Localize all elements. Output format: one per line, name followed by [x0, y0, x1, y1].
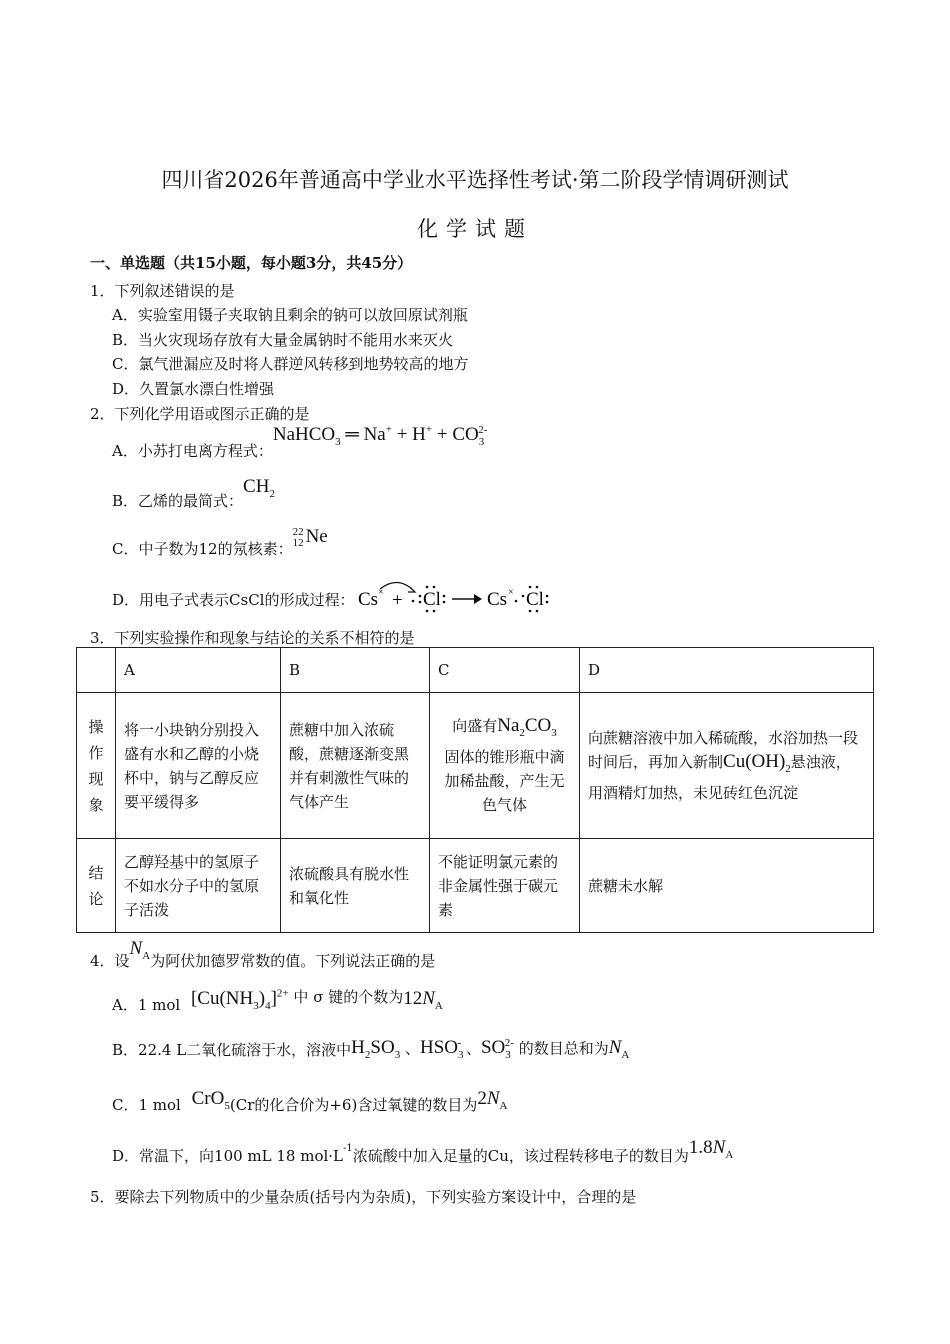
svg-text:+: +	[392, 590, 404, 611]
question-5-stem: 5．要除去下列物质中的少量杂质(括号内为杂质)，下列实验方案设计中，合理的是	[90, 1188, 637, 1206]
hso3-ion: $HSO_3^-$	[419, 1037, 464, 1062]
h2so3-formula: $H_2SO_3$	[351, 1037, 401, 1062]
q4-b-sep: 、	[404, 1039, 420, 1058]
cell-c-pre: 向盛有	[452, 717, 498, 736]
table-cell	[580, 693, 874, 839]
question-4-option-b	[112, 1037, 629, 1061]
cell-d-post: 悬浊液，用酒精灯加热，未见砖红色沉淀	[588, 753, 851, 802]
na-value: $N_A$	[608, 1037, 630, 1062]
svg-text:Cl: Cl	[423, 589, 442, 610]
question-2-option-b	[112, 476, 275, 510]
question-1-option-c: C．氯气泄漏应及时将人群逆风转移到地势较高的地方	[112, 355, 469, 373]
table-header-cell: B	[281, 648, 430, 693]
svg-text:×: ×	[378, 587, 385, 598]
question-3-stem: 3．下列实验操作和现象与结论的关系不相符的是	[90, 629, 415, 647]
neon-symbol: Ne	[305, 526, 328, 547]
row-label-operation: 操作现象	[77, 693, 116, 839]
table-cell: 将一小块钠分别投入盛有水和乙醇的小烧杯中，钠与乙醇反应要平缓得多	[116, 693, 281, 839]
q4-stem-pre: 4．设	[90, 952, 130, 970]
question-1-stem: 1．下列叙述错误的是	[90, 282, 235, 300]
table-header-cell	[77, 648, 116, 693]
table-cell: 乙醇羟基中的氢原子不如水分子中的氢原子活泼	[116, 839, 281, 933]
question-2-option-d	[112, 577, 566, 615]
svg-text:×: ×	[508, 587, 515, 598]
svg-text:Cs: Cs	[487, 589, 508, 610]
option-b-text: B．乙烯的最简式：	[112, 492, 244, 510]
q4-d-exponent: -1	[343, 1143, 353, 1154]
exam-subtitle: 化学试题	[417, 217, 533, 241]
table-cell: 蔗糖中加入浓硫酸，蔗糖逐渐变黑并有刺激性气味的气体产生	[281, 693, 430, 839]
one-point-eight-na: $1.8N_A$	[688, 1137, 734, 1161]
q4-a-pre: A．1 mol	[112, 996, 181, 1015]
question-4-option-a	[112, 988, 443, 1015]
svg-text:Cl: Cl	[526, 589, 545, 610]
question-2-stem: 2．下列化学用语或图示正确的是	[90, 405, 310, 423]
question-4-option-c	[112, 1088, 507, 1112]
table-header-cell: D	[580, 648, 874, 693]
q4-d-pre: D．常温下，向100 mL 18 mol·L	[112, 1147, 344, 1165]
option-c-text: C．中子数为12的氖核素：	[112, 540, 293, 558]
table-header-row	[77, 648, 874, 693]
option-d-text: D．用电子式表示CsCl的形成过程：	[112, 591, 355, 609]
cell-d-pre: 向蔗糖溶液中加入稀硫酸，水浴加热一段时间后，再加入新制	[588, 729, 859, 772]
experiment-table	[76, 647, 874, 933]
table-cell: 浓硫酸具有脱水性和氧化性	[281, 839, 430, 933]
nahco3-ionization-equation: NaHCO$_3$ ═ $Na^+ + H^+ + CO_3^{2-}$	[272, 424, 488, 449]
svg-text:Cs: Cs	[358, 589, 379, 610]
isotope-mass-number: 22	[292, 526, 304, 538]
table-cell: 不能证明氯元素的非金属性强于碳元素	[430, 839, 580, 933]
q4-a-mid: 中 σ 键的个数为	[293, 988, 404, 1007]
question-1-option-a: A．实验室用镊子夹取钠且剩余的钠可以放回原试剂瓶	[112, 306, 468, 324]
ethylene-empirical-formula: $CH_2$	[243, 476, 275, 500]
cell-c-post: 固体的锥形瓶中滴加稀盐酸，产生无色气体	[444, 747, 565, 814]
isotope-atomic-number: 12	[292, 537, 304, 549]
q4-b-pre: B．22.4 L二氧化硫溶于水，溶液中	[112, 1041, 352, 1060]
row-label-conclusion: 结论	[77, 839, 116, 933]
question-1-option-b: B．当火灾现场存放有大量金属钠时不能用水来灭火	[112, 331, 454, 349]
cscl-electron-formula	[356, 577, 566, 615]
cuoh2-formula: $Cu(OH)_2$	[723, 751, 791, 775]
na2co3-formula: $Na_2CO_3$	[497, 715, 557, 739]
neon-isotope-numbers	[293, 527, 304, 549]
q4-d-mid: 浓硫酸中加入足量的Cu，该过程转移电子的数目为	[352, 1147, 689, 1165]
section-heading: 一、单选题（共15小题，每小题3分，共45分）	[90, 254, 413, 272]
q4-b-sep-2: 、	[465, 1039, 481, 1058]
question-4-option-d	[112, 1137, 734, 1165]
table-cell	[430, 693, 580, 839]
na-symbol: $N_A$	[129, 938, 151, 962]
cro5-formula: CrO$_5$	[191, 1088, 230, 1112]
copper-ammonia-complex-formula: $[Cu(NH_3)_4]^{2+}$	[190, 988, 289, 1013]
q4-stem-post: 为阿伏加德罗常数的值。下列说法正确的是	[150, 952, 436, 970]
q4-c-pre: C．1 mol	[112, 1096, 181, 1114]
so3-ion: $SO_3^{2-}$	[480, 1037, 514, 1062]
table-row	[77, 839, 874, 933]
option-a-text: A．小苏打电离方程式：	[112, 442, 273, 461]
twelve-na: $12N_A$	[403, 988, 443, 1013]
question-2-option-a	[112, 424, 488, 461]
table-header-cell: A	[116, 648, 281, 693]
q4-b-post: 的数目总和为	[518, 1039, 609, 1058]
q4-c-mid: (Cr的化合价为+6)含过氧键的数目为	[229, 1096, 478, 1114]
exam-title: 四川省2026年普通高中学业水平选择性考试·第二阶段学情调研测试	[161, 168, 789, 192]
two-na: $2N_A$	[477, 1088, 508, 1112]
question-1-option-d: D．久置氯水漂白性增强	[112, 380, 275, 398]
question-4-stem	[90, 938, 436, 970]
question-2-option-c	[112, 526, 328, 558]
table-cell: 蔗糖未水解	[580, 839, 874, 933]
table-header-cell: C	[430, 648, 580, 693]
table-row	[77, 693, 874, 839]
